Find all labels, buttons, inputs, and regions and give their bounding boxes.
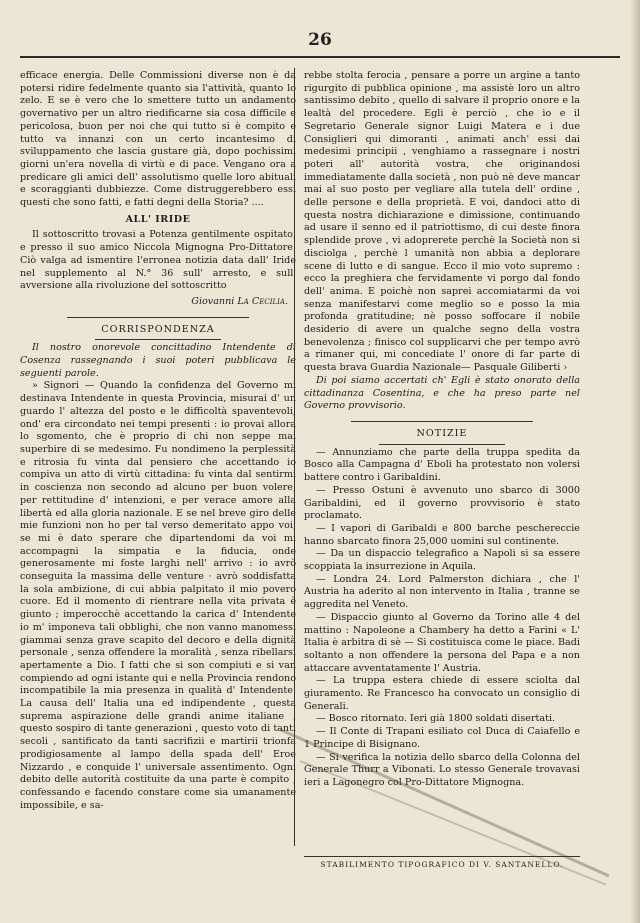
correspondence-letter: » Signori — Quando la confidenza del Governo mi destinava Intendente in questa Provincia, misurai d' un guardo l' altezza del posto e le difficoltà spaventevoli, ond' era circondato nei tempi presenti : io provai allora lo sgomento, che è proprio di chi non seppe mai superbire di se medesimo. Fu nondimeno la perplessità e ritrosia fu vinta dal pensiero che accettando io compiva un atto di virtù cittadina: fu vinta dal sentirmi in coscienza non secondo ad alcuno per buon volere, per rettitudine d' intenzioni, e per verace amore alla libertà ed alla gloria nazionale. E se nel breve giro delle mie funzioni non ho per tal verso demeritato appo voi, se mi è dato sperare che dipartendomi da voi mi accompagni la simpatia e la fiducia, onde generosamente mi foste larghi nell' arrivo : io avrò conseguita la massima delle venture · avrò soddisfatta la sola ambizione, di cui abbia palpitato il mio povero cuore. Ed il momento di rientrare nella vita privata è giunto ; imperocchè accettando la carica d' Intendente io m' imponeva tali obblighi, che non vanno manomessi giammai senza grave scapito del decoro e della dignità personale , senza offendere la moralità , senza ribellarsi apertamente a Dio. I fatti che si son compiuti e si van compiendo ad ogni istante qui e nella Provincia rendono incompatibile la mia presenza in qualità d' Intendente. La causa dell' Italia una ed indipendente , questa suprema aspirazione delle grandi anime italiane , questo sospiro di tante generazioni , questo voto di tanti secoli , santificato da tanti sacrifizii e martirii trionfa prodigiosamente al lampo della spada dell' Eroe Nizzardo , e conquide l' universale assentimento. Ogni debito delle autorità costituite da una parte è compito , confessando e facendo constare come sia umanamente impossibile, e sa- — [20, 380, 296, 811]
heading-underline — [379, 444, 506, 445]
news-item: — Si verifica la notizia dello sbarco della Colonna del Generale Thurr a Vibonati. Lo stesso Generale trovavasi ieri a Lagonegro col Pro-Dittatore Mignogna. — [304, 751, 580, 788]
news-item: — I vapori di Garibaldi e 800 barche peschereccie hanno sbarcato finora 25,000 uomini sul continente. — [304, 522, 580, 547]
signature-first-name: Giovanni — [191, 295, 235, 307]
heading-underline — [95, 339, 222, 340]
news-item: — Il Conte di Trapani esiliato col Duca di Caiafello e 1 Principe di Bisignano. — [304, 726, 580, 750]
paper-edge-shadow — [630, 0, 640, 923]
section-divider — [351, 421, 533, 422]
news-item: — Presso Ostuni è avvenuto uno sbarco di 3000 Garibaldini, ed il governo provvisorio è stato proclamato. — [304, 484, 580, 522]
news-item: — Londra 24. Lord Palmerston dichiara , che l' Austria ha aderito al non intervento in Italia , tranne se aggredita nel Veneto. — [304, 573, 580, 611]
header-rule — [20, 56, 620, 58]
news-item: — Annunziamo che parte della truppa spedita da Bosco alla Campagna d' Eboli ha protestato non volersi battere contro i Garibaldini. — [304, 446, 580, 484]
right-column — [304, 70, 580, 790]
correspondence-intro: Il nostro onorevole concittadino Intendente di Cosenza rassegnando i suoi poteri pubblicava le seguenti parole. — [20, 342, 296, 379]
correspondence-letter-continued: rebbe stolta ferocia , pensare a porre un argine a tanto rigurgito di pubblica opinione , ma assistè loro un altro santissimo debito , quello di salvare il proprio onore e la lealtà del procedere. Egli è perciò , che io e il Segretario Generale signor Luigi Matera e i due Consiglieri qui dimoranti , animati anch' essi dai medesimi principii , venghiamo a rassegnare i nostri poteri all' autorità vostra, che originandosi immediatamente dalla società , non può nè deve mancar mai al suo posto per vegliare alla tutela dell' ordine , delle persone e della proprietà. E voi, dandoci atto di questa nostra dichiarazione e dimissione, continuando ad usare il senno ed il patriottismo, di cui deste finora splendide prove , vi adoprerete perchè la Società non si disciolga , perchè l umanità non abbia a deplorare scene di lutto e di sangue. Ecco il mio voto supremo : ecco la preghiera che fervidamente vi porgo dal fondo dell' anima. E poichè non saprei accomiatarmi da voi senza manifestarvi come meglio so e posso la mia profonda gratitudine; nè posso soffocare il nobile desiderio di avere un qualche segno della vostra benevolenza ; finisco col supplicarvi che per tempo avrò a rimaner qui, mi concediate l' onore di far parte di questa brava Guardia Nazionale— Pasquale Giliberti › — [304, 70, 580, 374]
column-divider — [294, 68, 295, 846]
news-item: — Dispaccio giunto al Governo da Torino alle 4 del mattino : Napoleone a Chambery ha detto a Farini « L' Italia è arbitra di sè — Si costituisca come le piace. Badi soltanto a non offendere la persona del Papa e a non attaccare avventatamente l' Austria. — [304, 611, 580, 674]
news-item: — Bosco ritornato. Ieri già 1800 soldati disertati. — [316, 713, 556, 725]
news-item: — Da un dispaccio telegrafico a Napoli si sa essere scoppiata la insurrezione in Aquila. — [304, 548, 580, 573]
iride-notice: Il sottoscritto trovasi a Potenza gentilmente ospitato, e presso il suo amico Niccola Mignogna Pro-Dittatore. Ciò valga ad ismentire l'erronea notizia data dall' Iride nel supplemento al N.° 36 sull' arresto, e sull' avversione alla rivoluzione del sottoscritto — [20, 229, 296, 292]
article-paragraph: efficace energia. Delle Commissioni diverse non è da potersi ridire fedelmente quanto sia l'attività, quanto lo zelo. E se è vero che lo smettere tutto un andamento governativo per un altro riedificarne sia cosa difficile e pericolosa, buon per noi che qui tutto si è compito e tutto va innanzi con un certo incantesimo di sviluppamento che lascia gustare già, dopo pochissimi giorni un'era novella di virtù e di pace. Vengano ora a predicare gli amici dell' assolutismo quelle loro abituali e scoraggianti dubbiezze. Come distruggerebbero essi questi che sono fatti, e fatti degni della Storia? .... — [20, 70, 296, 209]
news-item: — La truppa estera chiede di essere sciolta dal giuramento. Re Francesco ha convocato un consiglio di Generali. — [304, 675, 580, 712]
section-heading-correspondence: CORRISPONDENZA — [101, 323, 215, 335]
left-column — [20, 70, 296, 812]
signature — [20, 296, 288, 309]
section-heading-iride: ALL' IRIDE — [125, 213, 191, 225]
signature-last-name: La Cecilia. — [237, 295, 288, 307]
printer-imprint: STABILIMENTO TIPOGRAFICO DI V. SANTANELLO. — [304, 856, 580, 869]
page-number: 26 — [308, 30, 332, 50]
section-heading-news: NOTIZIE — [416, 427, 468, 439]
correspondence-note: Di poi siamo accertati ch' Egli è stato onorato della cittadinanza Cosentina, e che ha preso parte nel Governo provvisorio. — [304, 374, 580, 412]
section-divider — [67, 317, 249, 318]
